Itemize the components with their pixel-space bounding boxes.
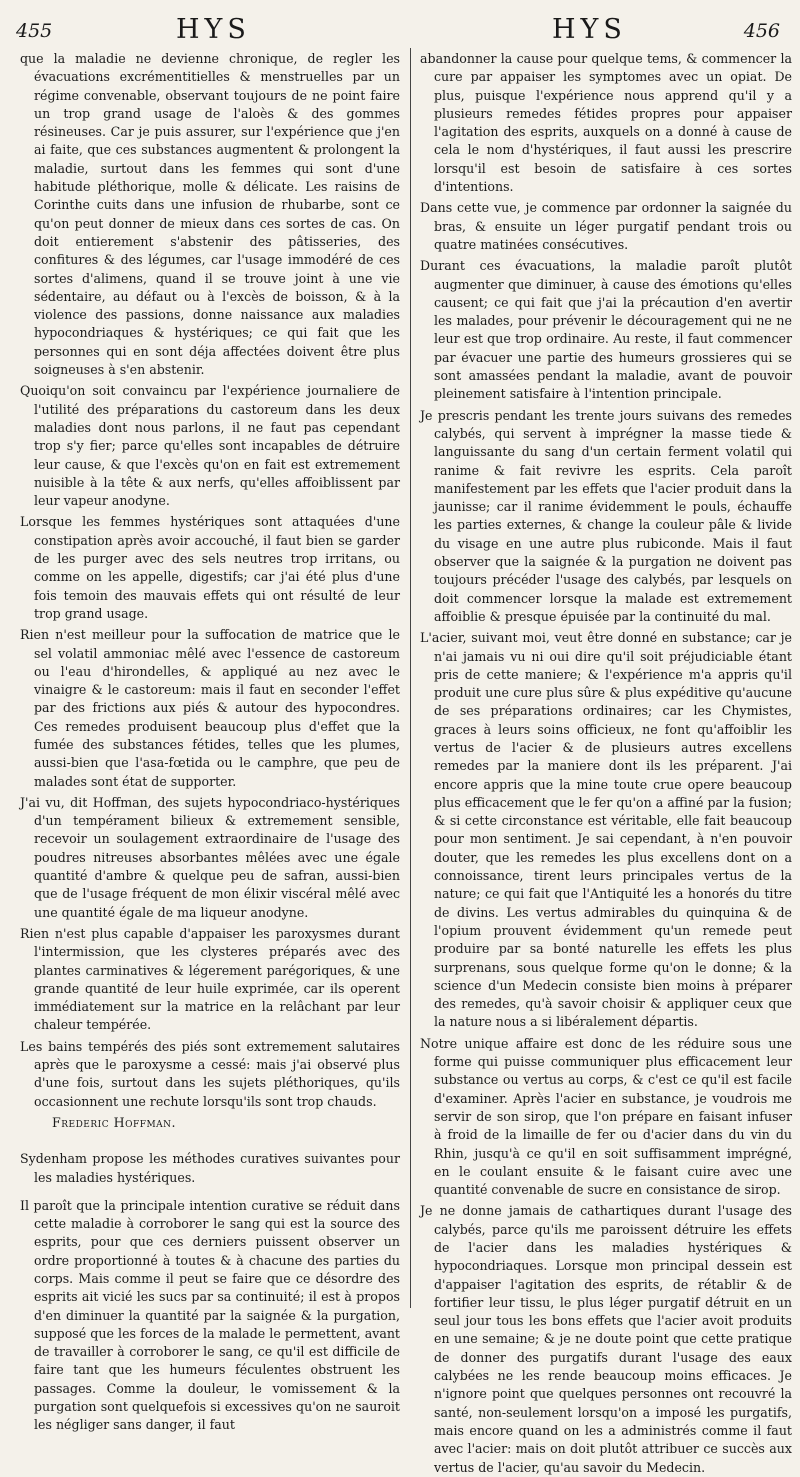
paragraph: Rien n'est plus capable d'appaiser les paroxysmes durant l'intermission, que les clysteres préparés avec des plantes carminatives & légerement parégoriques, & une grande quantité de leur huile exprimée, car ils operent immédiatement sur la matrice en la relâchant par leur chaleur tempérée. (20, 925, 400, 1033)
paragraph: L'acier, suivant moi, veut être donné en substance; car je n'ai jamais vu ni oui dire qu'il soit préjudiciable étant pris de cette maniere; & l'expérience m'a appris qu'il produit une cure plus sûre & plus expéditive qu'aucune de ses préparations ordinaires; car les Chymistes, graces à leurs soins officieux, ne font qu'affoiblir les vertus de l'acier & de plusieurs autres excellens remedes par la maniere dont ils les préparent. J'ai encore appris que la mine toute crue opere beaucoup plus efficacement que le fer qu'on a affiné par la fusion; & si cette circonstance est véritable, elle fait beaucoup pour mon sentiment. Je sai cependant, à n'en pouvoir douter, que les remedes les plus excellens dont on a connoissance, tirent leurs principales vertus de la nature; ce qui fait que l'Antiquité les a honorés du titre de divins. Les vertus admirables du quinquina & de l'opium prouvent évidemment qu'un remede peut produire par sa bonté naturelle les effets les plus surprenans, sous quelque forme qu'on le donne; & la science d'un Medecin consiste bien moins à préparer des remedes, qu'à savoir choisir & appliquer ceux que la nature nous a si libéralement départis. (420, 630, 792, 1030)
paragraph: J'ai vu, dit Hoffman, des sujets hypocondriaco-hystériques d'un tempérament bilieux & extremement sensible, recevoir un soulagement extraordinaire de l'usage des poudres nitreuses absorbantes mêlées avec une égale quantité d'ambre & quelque peu de safran, aussi-bien que de l'usage fréquent de mon élixir viscéral mêlé avec une quantité égale de ma liqueur anodyne. (20, 794, 400, 920)
paragraph: Rien n'est meilleur pour la suffocation de matrice que le sel volatil ammoniac mêlé avec l'essence de castoreum ou l'eau d'hirondelles, & appliqué au nez avec le vinaigre & le castoreum: mais il faut en seconder l'effet par des frictions aux piés & autour des hypocondres. Ces remedes produisent beaucoup plus d'effet que la fumée des substances fétides, telles que les plumes, aussi-bien que l'asa-fœtida ou le camphre, que peu de malades sont état de supporter. (20, 627, 400, 789)
column-divider (410, 48, 411, 1308)
paragraph: Il paroît que la principale intention curative se réduit dans cette maladie à corroborer le sang qui est la source des esprits, pour que ces derniers puissent observer un ordre proportionné à toutes & à chacune des parties du corps. Mais comme il peut se faire que ce désordre des esprits ait vicié les sucs par sa continuité; il est à propos d'en diminuer la quantité par la saignée & la purgation, supposé que les forces de la malade le permettent, avant de travailler à corroborer le sang, ce qu'il est difficile de faire tant que les humeurs féculentes obstruent les passages. Comme la douleur, le vomissement & la purgation sont quelquefois si excessives qu'on ne sauroit les négliger sans danger, il faut (20, 1197, 400, 1433)
running-head-right: HYS (552, 14, 627, 45)
page-number-right: 456 (743, 20, 780, 42)
left-column (20, 50, 400, 1433)
running-head-left: HYS (176, 14, 251, 45)
paragraph: Dans cette vue, je commence par ordonner la saignée du bras, & ensuite un léger purgatif pendant trois ou quatre matinées consécutives. (420, 200, 792, 252)
page-header (0, 14, 800, 48)
paragraph: Durant ces évacuations, la maladie paroît plutôt augmenter que diminuer, à cause des émotions qu'elles causent; ce qui fait que j'ai la précaution d'en avertir les malades, pour prévenir le découragement qui ne ne leur est que trop ordinaire. Au reste, il faut commencer par évacuer une partie des humeurs grossieres qui se sont amassées pendant la maladie, avant de pouvoir pleinement satisfaire à l'intention principale. (420, 258, 792, 402)
paragraph: Notre unique affaire est donc de les réduire sous une forme qui puisse communiquer plus efficacement leur substance ou vertus au corps, & c'est ce qu'il est facile d'examiner. Après l'acier en substance, je voudrois me servir de son sirop, que l'on prépare en faisant infuser à froid de la limaille de fer ou d'acier dans du vin du Rhin, jusqu'à ce qu'il en soit suffisamment imprégné, en le coulant ensuite & le faisant cuire avec une quantité convenable de sucre en consistance de sirop. (420, 1035, 792, 1198)
paragraph: Quoiqu'on soit convaincu par l'expérience journaliere de l'utilité des préparations du castoreum dans les deux maladies dont nous parlons, il ne faut pas cependant trop s'y fier; parce qu'elles sont incapables de détruire leur cause, & que l'excès qu'on en fait est extremement nuisible à la tête & aux nerfs, qu'elles affoiblissent par leur vapeur anodyne. (20, 383, 400, 509)
paragraph: Je prescris pendant les trente jours suivans des remedes calybés, qui servent à imprégner la masse tiede & languissante du sang d'un certain ferment volatil qui ranime & fait revivre les esprits. Cela paroît manifestement par les effets que l'acier produit dans la jaunisse; car il ranime évidemment le pouls, échauffe les parties externes, & change la couleur pâle & livide du visage en une autre plus rubiconde. Mais il faut observer que la saignée & la purgation ne doivent pas toujours précéder l'usage des calybés, par lesquels on doit commencer lorsque la malade est extremement affoiblie & presque épuisée par la continuité du mal. (420, 407, 792, 624)
intro-paragraph: Sydenham propose les méthodes curatives suivantes pour les maladies hystériques. (20, 1151, 400, 1185)
right-column (420, 50, 792, 1475)
paragraph: que la maladie ne devienne chronique, de regler les évacuations excrémentitielles & menstruelles par un régime convenable, observant toujours de ne point faire un trop grand usage de l'aloès & des gommes résineuses. Car je puis assurer, sur l'expérience que j'en ai faite, que ces substances augmentent & prolongent la maladie, surtout dans les femmes qui sont d'une habitude pléthorique, molle & délicate. Les raisins de Corinthe cuits dans une infusion de rhubarbe, sont ce qu'on peut donner de mieux dans ces sortes de cas. On doit entierement s'abstenir des pâtisseries, des confitures & des légumes, car l'usage immodéré de ces sortes d'alimens, quand il se trouve joint à une vie sédentaire, au défaut ou à l'excès de boisson, & à la violence des passions, donne naissance aux maladies hypocondriaques & hystériques; ce qui fait que les personnes qui en sont déja affectées doivent être plus soigneuses à s'en abstenir. (20, 51, 400, 378)
paragraph: abandonner la cause pour quelque tems, & commencer la cure par appaiser les symptomes avec un opiat. De plus, puisque l'expérience nous apprend qu'il y a plusieurs remedes fétides propres pour appaiser l'agitation des esprits, auxquels on a donné à cause de cela le nom d'hystériques, il faut aussi les prescrire lorsqu'il est besoin de satisfaire à ces sortes d'intentions. (420, 51, 792, 195)
author-signature: Frederic Hoffman. (52, 1114, 177, 1130)
paragraph: Les bains tempérés des piés sont extremement salutaires après que le paroxysme a cessé: mais j'ai observé plus d'une fois, surtout dans les sujets pléthoriques, qu'ils occasionnent une rechute lorsqu'ils sont trop chauds. (20, 1038, 400, 1109)
paragraph: Je ne donne jamais de cathartiques durant l'usage des calybés, parce qu'ils me paroissent détruire les effets de l'acier dans les maladies hystériques & hypocondriaques. Lorsque mon principal dessein est d'appaiser l'agitation des esprits, de rétablir & de fortifier leur tissu, le plus léger purgatif détruit en un seul jour tous les bons effets que l'acier avoit produits en une semaine; & je ne doute point que cette pratique de donner des purgatifs durant l'usage des eaux calybées ne les rende beaucoup moins efficaces. Je n'ignore point que quelques personnes ont recouvré la santé, non-seulement lorsqu'on a imposé les purgatifs, mais encore quand on les a administrés comme il faut avec l'acier: mais on doit plutôt attribuer ce succès aux vertus de l'acier, qu'au savoir du Medecin. (420, 1203, 792, 1475)
paragraph: Lorsque les femmes hystériques sont attaquées d'une constipation après avoir accouché, il faut bien se garder de les purger avec des sels neutres trop irritans, ou comme on les appelle, digestifs; car j'ai été plus d'une fois temoin des mauvais effets qui ont résulté de leur trop grand usage. (20, 514, 400, 621)
page-number-left: 455 (16, 20, 53, 42)
